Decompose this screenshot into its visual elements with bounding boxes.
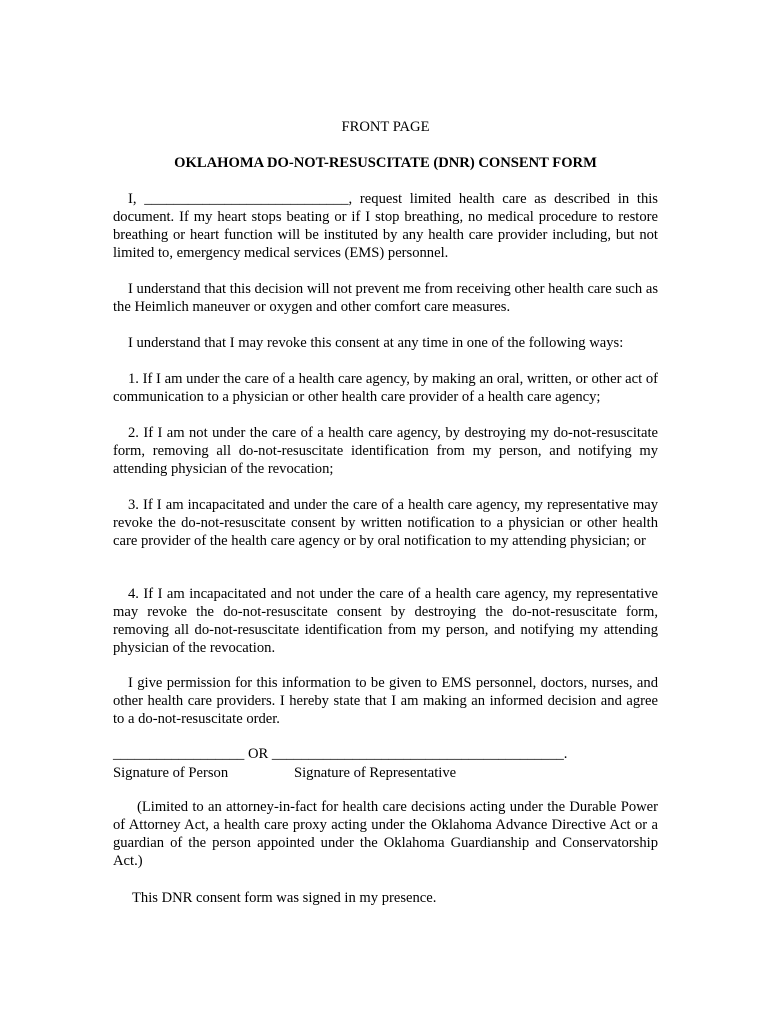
intro-paragraph: I, ____________________________, request limited health care as described in this document. If my heart stops beating or if I stop breathing, no medical procedure to restore breathing or heart function will be instituted by any health care provider including, but not limited to, emergency medical services (EMS) personnel. [113, 191, 658, 261]
signature-line: __________________ OR ________________________________________. [113, 746, 568, 762]
signature-labels [113, 764, 658, 782]
signed-in-presence-text: This DNR consent form was signed in my presence. [132, 890, 437, 906]
signature-of-representative-label: Signature of Representative [294, 765, 457, 781]
permission-paragraph: I give permission for this information to be given to EMS personnel, doctors, nurses, and other health care providers. I hereby state that I am making an informed decision and agree to a do-not-resuscitate order. [113, 675, 658, 727]
revocation-item-3: 3. If I am incapacitated and under the care of a health care agency, my representative may revoke the do-not-resuscitate consent by written notification to a physician or other health care provider of the health care agency or by oral notification to my attending physician; or [113, 497, 658, 549]
form-title: OKLAHOMA DO-NOT-RESUSCITATE (DNR) CONSENT FORM [174, 155, 597, 171]
understand-paragraph-2: I understand that I may revoke this consent at any time in one of the following ways: [128, 335, 624, 351]
revocation-item-1: 1. If I am under the care of a health care agency, by making an oral, written, or other act of communication to a physician or other health care provider of a health care agency; [113, 371, 658, 405]
revocation-item-2: 2. If I am not under the care of a health care agency, by destroying my do-not-resuscitate form, removing all do-not-resuscitate identification from my person, and notifying my attending physician of the revocation; [113, 425, 658, 477]
signature-of-person-label: Signature of Person [113, 765, 229, 781]
front-page-label: FRONT PAGE [341, 119, 430, 135]
limitation-note: (Limited to an attorney-in-fact for health care decisions acting under the Durable Power of Attorney Act, a health care proxy acting under the Oklahoma Advance Directive Act or a guardian of the person appointed under the Oklahoma Guardianship and Conservatorship Act.) [113, 799, 658, 869]
revocation-item-4: 4. If I am incapacitated and not under the care of a health care agency, my representative may revoke the do-not-resuscitate consent by destroying the do-not-resuscitate form, removing all do-not-resuscitate identification from my person, and notifying my attending physician of the revocation. [113, 586, 658, 656]
understand-paragraph-1: I understand that this decision will not prevent me from receiving other health care such as the Heimlich maneuver or oxygen and other comfort care measures. [113, 281, 658, 315]
